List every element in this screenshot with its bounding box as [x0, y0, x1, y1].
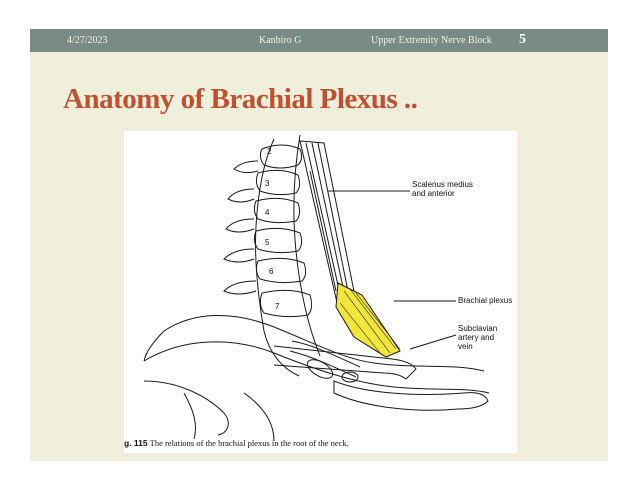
slide-date: 4/27/2023: [67, 35, 108, 46]
brachial-plexus-illustration: [124, 131, 517, 453]
vertebra-label-3: 3: [265, 179, 270, 188]
callout-scalenus-1: Scalenus medius: [412, 180, 473, 189]
spine-outline-back: [294, 135, 320, 356]
slide: [30, 29, 608, 461]
caption-prefix: g. 115: [124, 438, 148, 448]
vertebra-label-4: 4: [265, 208, 270, 217]
slide-title: Anatomy of Brachial Plexus ..: [63, 83, 418, 115]
deck-title: Upper Extremity Nerve Block: [371, 35, 492, 46]
callout-subclavian-1: Subclavian: [458, 324, 498, 333]
scalene-muscle: [300, 141, 356, 307]
slide-author: Kanbiro G: [259, 35, 302, 46]
vertebra-4: [254, 198, 299, 222]
callout-subclavian-2: artery and: [458, 333, 495, 342]
vertebra-label-2: 2: [267, 147, 272, 156]
caption-text: The relations of the brachial plexus in the root of the neck.: [149, 438, 349, 448]
header-bar: [30, 29, 608, 52]
page-number: 5: [519, 32, 526, 47]
callout-brachial: Brachial plexus: [458, 296, 513, 305]
spine-outline: [255, 139, 299, 376]
vertebra-label-6: 6: [269, 267, 274, 276]
figure-caption: [124, 438, 517, 448]
vertebra-label-7: 7: [275, 302, 280, 311]
vertebra-label-5: 5: [265, 238, 270, 247]
callout-scalenus-2: and anterior: [412, 189, 455, 198]
brachial-plexus-region: [336, 283, 400, 357]
callout-subclavian-3: vein: [458, 342, 473, 351]
anatomy-figure: [124, 131, 517, 453]
callout-line-subclavian: [410, 335, 456, 349]
